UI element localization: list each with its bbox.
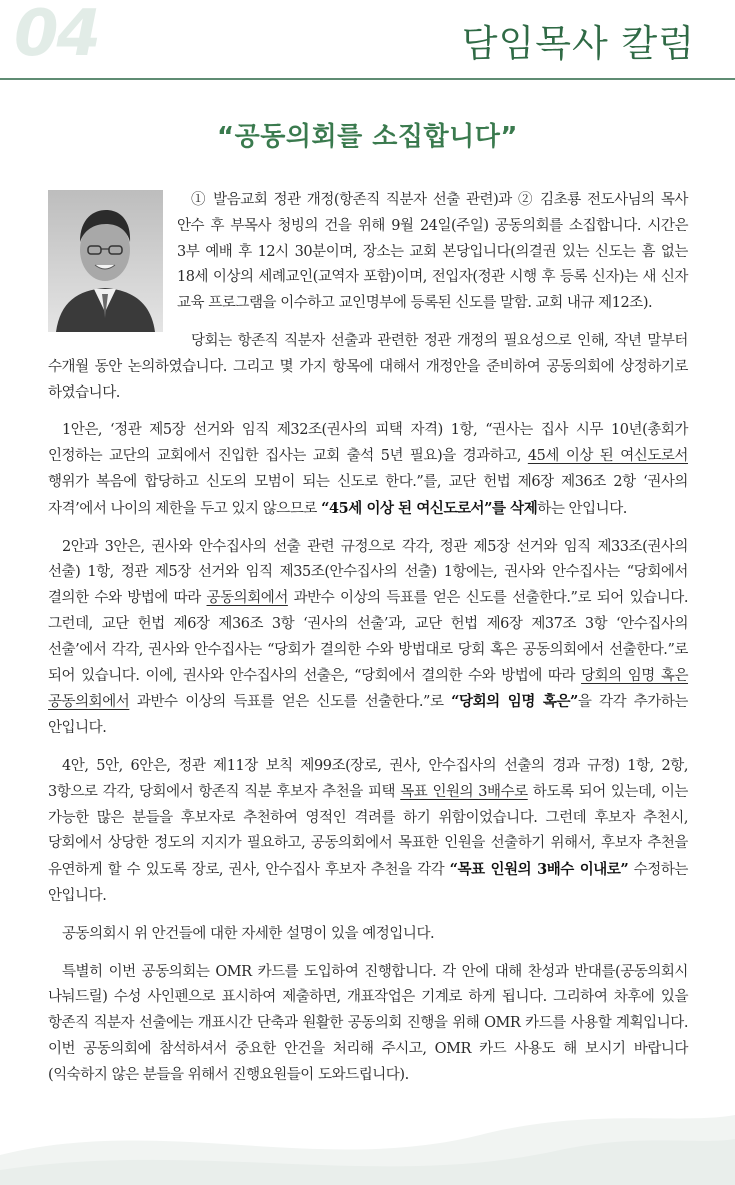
underlined-phrase: 45세 이상 된 여신도로서 — [527, 448, 688, 465]
paragraph-5: 4안, 5안, 6안은, 정관 제11장 보칙 제99조(장로, 권사, 안수집사의 선출의 경과 규정) 1항, 2항, 3항으로 각각, 당회에서 항존직 직분 후보자 추천을 피택 목표 인원의 3배수로 하도록 되어 있는데, 이는 가능한 많은 분들을 후보자로 추천하여 영적인 격려를 하기 위함이었습니다. 그런데 후보자 추천시, 당회에서 상당한 정도의 지지가 필요하고, 공동의회에서 목표한 인원을 선출하기 위해서, 후보자 추천을 유연하게 할 수 있도록 장로, 권사, 안수집사 후보자 추천을 각각 “목표 인원의 3배수 이내로” 수정하는 안입니다. — [48, 757, 688, 904]
paragraph-1: ① 발음교회 정관 개정(항존직 직분자 선출 관련)과 ② 김초룡 전도사님의 목사 안수 후 부목사 청빙의 건을 위해 9월 24일(주일) 공동의회를 소집합니다. 시간은 3부 예배 후 12시 30분이며, 장소는 교회 본당입니다(의결권 있는 신도는 흠 없는 18세 이상의 세례교인(교역자 포함)이며, 전입자(정관 시행 후 등록 신자)는 새 신자 교육 프로그램을 이수하고 교인명부에 등록된 신도를 말함. 교회 내규 제12조). — [177, 192, 688, 312]
column-body — [48, 188, 688, 1101]
underlined-phrase: 목표 인원의 3배수로 — [400, 783, 528, 800]
bold-phrase: “당회의 임명 혹은” — [451, 693, 578, 711]
page-number: 04 — [14, 0, 100, 71]
paragraph-6: 공동의회시 위 안건들에 대한 자세한 설명이 있을 예정입니다. — [62, 925, 435, 942]
pastor-portrait-icon — [48, 190, 163, 332]
column-title: “공동의회를 소집합니다” — [217, 122, 518, 152]
paragraph-7: 특별히 이번 공동의회는 OMR 카드를 도입하여 진행합니다. 각 안에 대해 찬성과 반대를(공동의회시 나눠드릴) 수성 사인펜으로 표시하여 제출하면, 개표작업은 기계로 하게 됩니다. 그리하여 차후에 있을 항존직 직분자 선출에는 개표시간 단축과 원활한 공동의회 진행을 위해 OMR 카드를 사용할 계획입니다. 이번 공동의회에 참석하셔서 중요한 안건을 처리해 주시고, OMR 카드 사용도 해 보시기 바랍니다(익숙하지 않은 분들을 위해서 진행요원들이 도와드립니다). — [48, 963, 688, 1083]
paragraph-4: 2안과 3안은, 권사와 안수집사의 선출 관련 규정으로 각각, 정관 제5장 선거와 임직 제33조(권사의 선출) 1항, 정관 제5장 선거와 임직 제35조(안수집사의 선출) 1항에는, 권사와 안수집사는 “당회에서 결의한 수와 방법에 따라 공동의회에서 과반수 이상의 득표를 얻은 신도를 선출한다.”로 되어 있습니다. 그런데, 교단 헌법 제6장 제36조 3항 ‘권사의 선출’과, 교단 헌법 제6장 제37조 3항 ‘안수집사의 선출’에서 각각, 권사와 안수집사는 “당회가 결의한 수와 방법대로 당회 혹은 공동의회에서 선출한다.”로 되어 있습니다. 이에, 권사와 안수집사의 선출은, “당회에서 결의한 수와 방법에 따라 당회의 임명 혹은 공동의회에서 과반수 이상의 득표를 얻은 신도를 선출한다.”로 “당회의 임명 혹은”을 각각 추가하는 안입니다. — [48, 538, 689, 737]
underlined-phrase: 당회의 임명 혹은 공동의회에서 — [48, 667, 689, 711]
section-title: 담임목사 칼럼 — [461, 22, 695, 65]
underlined-phrase: 공동의회에서 — [206, 590, 288, 607]
background-wave — [0, 1095, 735, 1185]
paragraph-3: 1안은, ‘정관 제5장 선거와 임직 제32조(권사의 피택 자격) 1항, “권사는 집사 시무 10년(총회가 인정하는 교단의 교회에서 진입한 집사는 교회 출석 5년 필요)을 경과하고, 45세 이상 된 여신도로서 행위가 복음에 합당하고 신도의 모범이 되는 신도로 한다.”를, 교단 헌법 제6장 제36조 2항 ‘권사의 자격’에서 나이의 제한을 두고 있지 않으므로 “45세 이상 된 여신도로서”를 삭제하는 안입니다. — [48, 422, 688, 517]
paragraph-2: 당회는 항존직 직분자 선출과 관련한 정관 개정의 필요성으로 인해, 작년 말부터 수개월 동안 논의하였습니다. 그리고 몇 가지 항목에 대해서 개정안을 준비하여 공동의회에 상정하기로 하였습니다. — [48, 332, 688, 401]
bold-phrase: “45세 이상 된 여신도로서”를 삭제 — [321, 499, 538, 517]
header-divider — [0, 78, 735, 80]
bold-phrase: “목표 인원의 3배수 이내로” — [449, 861, 629, 879]
